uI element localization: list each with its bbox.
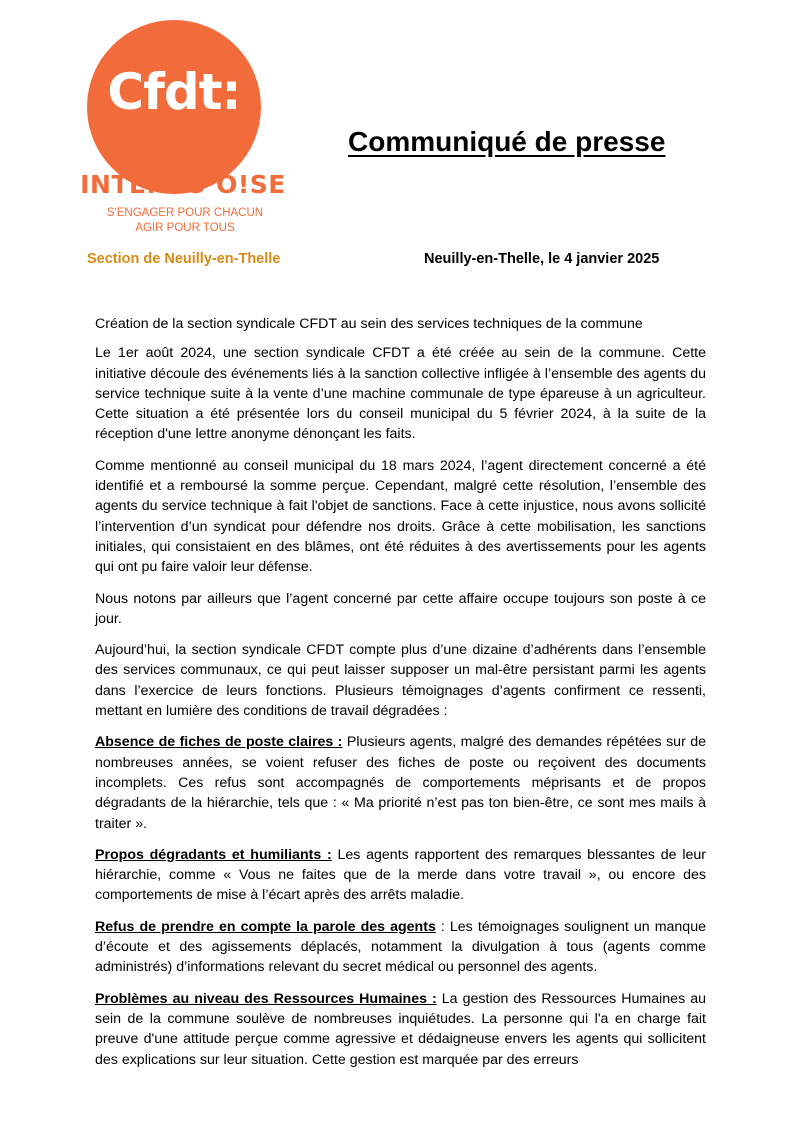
logo-org-name: INTERCO O!SE xyxy=(80,170,286,199)
point-text: Les agents rapportent des remarques blessantes de leur hiérarchie, comme « Vous ne faites que de la merde dans votre travail », ou encore des comportements de mise à l’écart après des arrêts maladie. xyxy=(95,846,706,904)
paragraph: Comme mentionné au conseil municipal du 18 mars 2024, l’agent directement concerné a été identifié et a remboursé la somme perçue. Cependant, malgré cette résolution, l’ensemble des agents du service technique à fait l'objet de sanctions. Face à cette injustice, nous avons sollicité l’intervention d’un syndicat pour défendre nos droits. Grâce à cette mobilisation, les sanctions initiales, qui consistaient en des blâmes, ont été réduites à des avertissements pour les agents qui ont pu faire valoir leur défense. xyxy=(95,457,706,576)
point-heading: Propos dégradants et humiliants : xyxy=(95,846,332,863)
page-title: Communiqué de presse xyxy=(348,126,666,157)
logo-slogan xyxy=(100,206,270,236)
point-heading: Refus de prendre en compte la parole des agents xyxy=(95,918,436,935)
logo-slogan-line: S'ENGAGER POUR CHACUN xyxy=(106,207,264,219)
point-heading: Absence de fiches de poste claires : xyxy=(95,734,343,751)
point-heading: Problèmes au niveau des Ressources Humaines : xyxy=(95,990,437,1007)
section-name: Section de Neuilly-en-Thelle xyxy=(87,251,281,267)
point-paragraph xyxy=(95,989,706,1070)
point-paragraph xyxy=(95,732,706,833)
point-text: Plusieurs agents, malgré des demandes répétées sur de nombreuses années, se voient refuser des fiches de poste ou reçoivent des documents incomplets. Ces refus sont accompagnés de comportements méprisants et de propos dégradants de la hiérarchie, tels que : « Ma priorité n’est pas ton bien-être, ce sont mes mails à traiter ». xyxy=(95,734,707,832)
cfdt-logo xyxy=(87,20,261,194)
logo-slogan-line: AGIR POUR TOUS xyxy=(135,222,235,234)
paragraph: Nous notons par ailleurs que l’agent concerné par cette affaire occupe toujours son poste à ce jour. xyxy=(95,590,706,627)
paragraph: Le 1er août 2024, une section syndicale CFDT a été créée au sein de la commune. Cette initiative découle des événements liés à la sanction collective infligée à l’ensemble des agents du service technique suite à la vente d’une machine communale de type épareuse à un agriculteur. Cette situation a été présentée lors du conseil municipal du 5 février 2024, à la suite de la réception d'une lettre anonyme dénonçant les faits. xyxy=(95,345,706,443)
place-date: Neuilly-en-Thelle, le 4 janvier 2025 xyxy=(424,251,660,267)
logo-brand: Cfdt: xyxy=(107,63,241,121)
point-text: La gestion des Ressources Humaines au sein de la commune soulève de nombreuses inquiétudes. La personne qui l'a en charge fait preuve d'une attitude perçue comme agressive et dédaigneuse envers les agents qui sollicitent des explications sur leur situation. Cette gestion est marquée par des erreurs xyxy=(95,990,706,1068)
intro-paragraph: Création de la section syndicale CFDT au sein des services techniques de la commune xyxy=(95,316,643,332)
paragraph: Aujourd’hui, la section syndicale CFDT compte plus d’une dizaine d’adhérents dans l’ensemble des services communaux, ce qui peut laisser supposer un mal-être persistant parmi les agents dans l’exercice de leurs fonctions. Plusieurs témoignages d’agents confirment ce ressenti, mettant en lumière des conditions de travail dégradées : xyxy=(95,642,706,720)
point-text: : Les témoignages soulignent un manque d’écoute et des agissements déplacés, notamment la divulgation à tous (agents comme administrés) d’informations relevant du secret médical ou personnel des agents. xyxy=(95,918,706,976)
press-release-body xyxy=(95,314,706,1081)
point-paragraph xyxy=(95,917,706,978)
point-paragraph xyxy=(95,845,706,906)
